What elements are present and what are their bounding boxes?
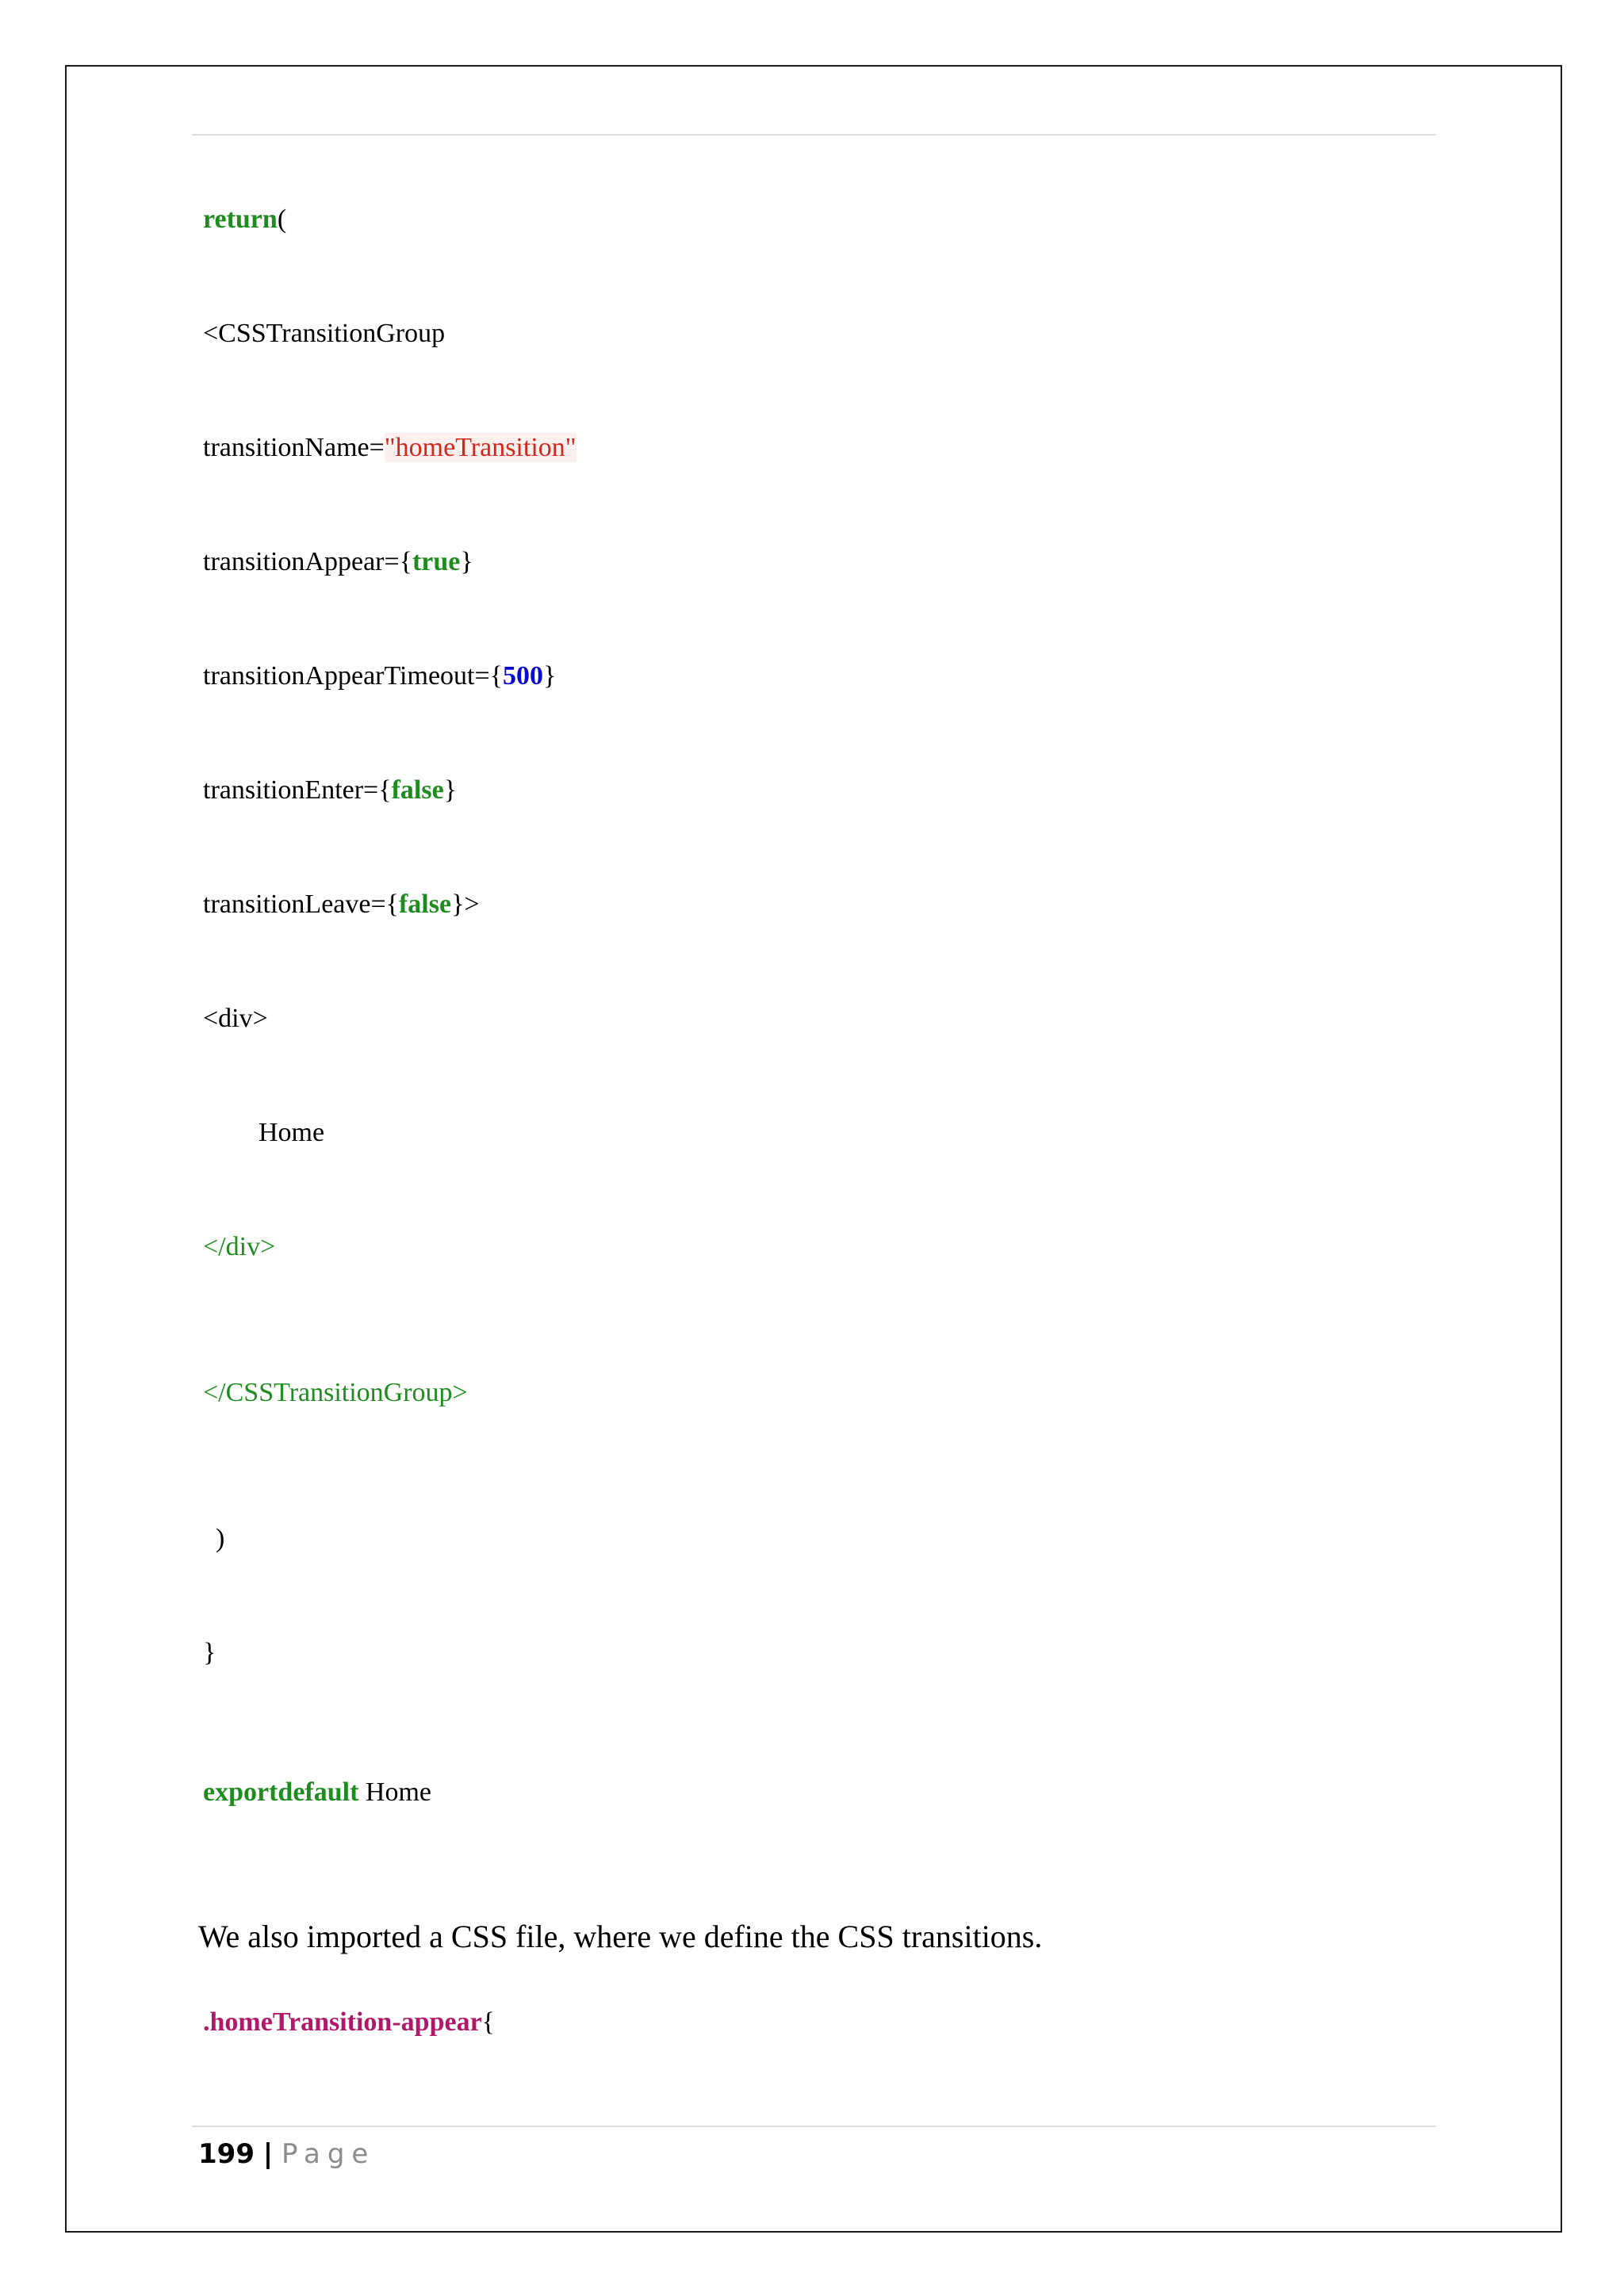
code-line-return (203, 204, 286, 235)
string-value: "homeTransition" (384, 433, 576, 462)
code-line-home-text: Home (259, 1118, 325, 1147)
code-line-transition-enter (203, 775, 457, 806)
attr-name: transitionName= (203, 433, 385, 462)
body-paragraph: We also imported a CSS file, where we define the CSS transitions. (198, 1919, 1043, 1954)
boolean-value: false (398, 890, 452, 919)
code-line-transition-leave (203, 889, 480, 920)
keyword-return: return (203, 205, 278, 234)
footer-rule (192, 2126, 1436, 2127)
code-line-css-transition-group-open: <CSSTransitionGroup (203, 319, 446, 348)
code-line-css-selector (203, 2007, 495, 2038)
attr-name: transitionEnter={ (203, 775, 392, 805)
close-brace: } (443, 775, 457, 805)
code-line-css-transition-group-close: </CSSTransitionGroup> (203, 1378, 468, 1407)
number-value: 500 (502, 661, 543, 691)
open-brace: { (481, 2007, 495, 2037)
code-line-close-paren: ) (216, 1524, 225, 1553)
keyword-export-default: exportdefault (203, 1777, 359, 1807)
code-line-close-brace: } (203, 1638, 216, 1667)
code-line-transition-appear (203, 546, 473, 578)
footer-separator: | (262, 2138, 274, 2170)
attr-name: transitionLeave={ (203, 890, 399, 919)
page-footer (198, 2138, 375, 2170)
attr-name: transitionAppear={ (203, 547, 412, 576)
open-paren: ( (277, 205, 287, 234)
attr-name: transitionAppearTimeout={ (203, 661, 503, 691)
boolean-value: false (391, 775, 444, 805)
export-name: Home (358, 1777, 432, 1807)
code-line-export-default (203, 1777, 431, 1808)
header-rule (192, 134, 1436, 136)
close-brace: } (542, 661, 557, 691)
page-number: 199 (198, 2138, 255, 2170)
code-line-div-close: </div> (203, 1232, 276, 1261)
code-line-div-open: <div> (203, 1004, 268, 1033)
page-border (65, 65, 1562, 2233)
boolean-value: true (412, 547, 461, 576)
css-selector: .homeTransition-appear (203, 2007, 482, 2037)
code-line-transition-name (203, 432, 576, 464)
close-brace: } (460, 547, 473, 576)
page-label: Page (282, 2138, 376, 2170)
code-line-transition-appear-timeout (203, 660, 556, 692)
close-brace: }> (451, 890, 480, 919)
